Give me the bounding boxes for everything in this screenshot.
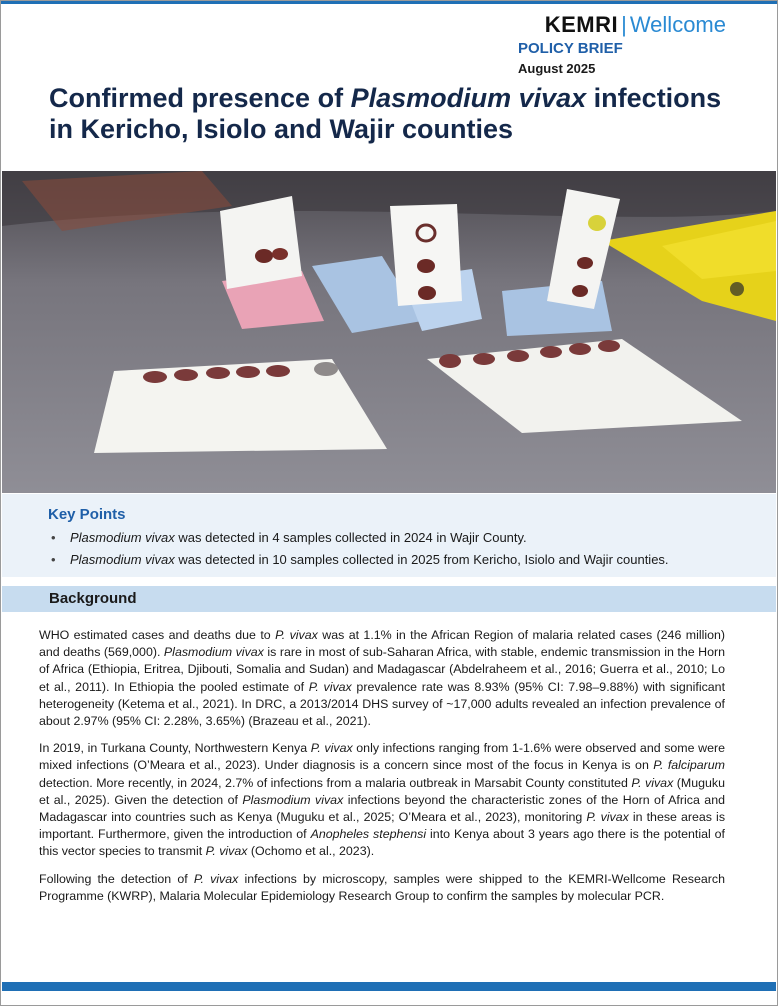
background-paragraph-2 [39,740,725,860]
text-run: Following the detection of [39,871,194,886]
key-point-item [48,549,669,571]
background-paragraph-1 [39,627,725,730]
brand-logo [545,12,726,38]
text-run: only infections ranging from 1-1.6% were observed and some were mixed infections (O’Meara et al., 2023). Under diagnosis is a concern since most of the focus in Kenya is on [39,741,725,773]
key-point-item [48,527,669,549]
background-body [39,627,725,915]
background-paragraph-3 [39,871,725,905]
key-point-italic: Plasmodium vivax [70,552,175,567]
photo-illustration [2,171,776,493]
italic-text-run: P. falciparum [653,758,725,773]
italic-text-run: P. vivax [310,741,353,756]
italic-text-run: P. vivax [308,679,352,694]
background-heading-bar [2,586,776,612]
logo-separator: | [621,12,627,37]
publication-date: August 2025 [518,61,596,76]
italic-text-run: P. vivax [275,628,318,642]
key-points-section [2,494,776,577]
italic-text-run: P. vivax [205,844,248,859]
title-italic: Plasmodium vivax [350,83,587,113]
logo-kemri: KEMRI [544,12,619,37]
text-run: is rare in most of sub-Saharan Africa, with stable, endemic transmission in the Horn of Africa (Ethiopia, Eritrea, Djibouti, Somalia and Sudan) and Madagascar (Abdelraheem et al., 2016; Guerra et al., 2010; Lo et al., 2011). In Ethiopia the pooled estimate of [39,645,725,694]
blood-spot-cards-photo [2,171,776,493]
top-rule [1,1,777,4]
text-run: infections beyond the characteristic zones of the Horn of Africa and Madagascar into countries such as Kenya (Muguku et al., 2025; O’Meara et al., 2023), monitoring [39,792,725,825]
text-run: (Muguku et al., 2025). Given the detection of [39,775,725,807]
italic-text-run: Anopheles stephensi [310,827,427,842]
key-point-italic: Plasmodium vivax [70,530,175,545]
title-part1: Confirmed presence of [49,83,351,113]
title-part2: infections in Kericho, Isiolo and Wajir counties [49,83,722,144]
italic-text-run: Plasmodium vivax [163,645,264,660]
text-run: WHO estimated cases and deaths due to [39,628,276,642]
italic-text-run: P. vivax [586,810,629,825]
text-run: prevalence rate was 8.93% (95% CI: 7.98–9.88%) with significant heterogeneity (Ketema et al., 2021). In DRC, a 2013/2014 DHS survey of ~17,000 adults revealed an infection prevalence of about 2.97% (95% CI: 2.28%, 3.65%) (Brazeau et al., 2021). [39,679,726,729]
key-points-heading: Key Points [48,506,126,523]
text-run: into Kenya about 3 years ago there is the potential of this vector species to transmit [39,827,725,859]
text-run: in these areas is important. Furthermore, given the introduction of [39,810,726,842]
key-point-text: was detected in 10 samples collected in 2025 from Kericho, Isiolo and Wajir counties. [174,552,669,567]
bottom-rule [2,982,776,991]
doc-type-label: POLICY BRIEF [518,40,623,57]
text-run: detection. More recently, in 2024, 2.7% of infections from a malaria outbreak in Marsabit County constituted [39,775,632,790]
text-run: was at 1.1% in the African Region of malaria related cases (246 million) and deaths (569,000). [39,628,725,660]
italic-text-run: P. vivax [631,775,674,790]
key-point-text: was detected in 4 samples collected in 2024 in Wajir County. [174,530,527,545]
text-run: In 2019, in Turkana County, Northwestern Kenya [39,741,311,756]
italic-text-run: P. vivax [193,871,239,886]
page-title [49,83,749,145]
background-heading: Background [49,590,137,607]
key-points-list [48,527,669,571]
logo-wellcome: Wellcome [629,12,726,37]
kemri-wellcome-logo [545,12,726,38]
text-run: (Ochomo et al., 2023). [247,844,375,859]
text-run: infections by microscopy, samples were shipped to the KEMRI-Wellcome Research Programme (KWRP), Malaria Molecular Epidemiology Research Group to confirm the samples by molecular PCR. [39,871,725,903]
italic-text-run: Plasmodium vivax [242,792,344,807]
